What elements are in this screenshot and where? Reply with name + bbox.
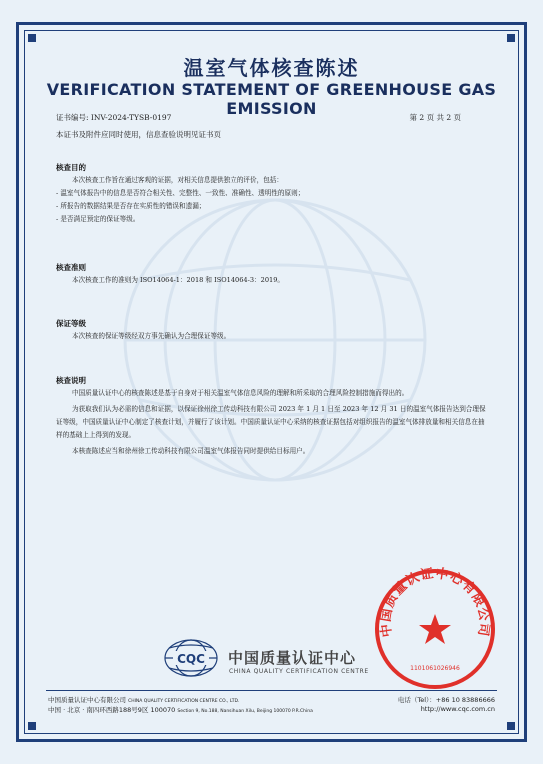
official-seal-stamp (372, 566, 498, 692)
purpose-heading: 核查目的 (56, 163, 86, 172)
certificate-number: 证书编号: INV-2024-TYSB-0197 (56, 113, 172, 122)
explanation-paragraph: 本核查陈述应当和徐州徐工传动科技有限公司温室气体报告同时提供给目标用户。 (72, 447, 310, 455)
corner-ornament (28, 34, 36, 42)
cqc-logo-icon (163, 638, 219, 678)
logo-english-name: CHINA QUALITY CERTIFICATION CENTRE (229, 668, 369, 675)
page-number: 第 2 页 共 2 页 (409, 113, 461, 122)
seal-number: 1101061026946 (410, 665, 460, 672)
criteria-text: 本次核查工作的准则为 ISO14064-1：2018 和 ISO14064-3：2019。 (72, 276, 285, 284)
logo-mark-text: CQC (177, 652, 205, 666)
explanation-paragraph: 为获取我们认为必需的信息和证据，以保证徐州徐工传动科技有限公司 2023 年 1 月 1 日至 2023 年 12 月 31 日的温室气体报告达到合理保证等级，中国质量认证中心制定了核查计划，并履行了该计划。中国质量认证中心采纳的核查证据包括对组织报告的温室气体排放量和相关信息在抽样的基础上上得到的发现。 (56, 405, 486, 439)
explanation-paragraph: 中国质量认证中心的核查陈述是基于自身对于相关温室气体信息风险的理解和所采取的合理风险控制措施而得出的。 (72, 389, 409, 397)
corner-ornament (507, 722, 515, 730)
purpose-section (56, 174, 488, 226)
purpose-bullet: - 所报告的数据结果是否存在实质性的错误和遗漏； (56, 202, 206, 210)
assurance-heading: 保证等级 (56, 319, 86, 328)
assurance-text: 本次核查的保证等级经双方事先确认为合理保证等级。 (72, 332, 231, 340)
corner-ornament (28, 722, 36, 730)
footer-org-en: CHINA QUALITY CERTIFICATION CENTRE CO., LTD. (128, 699, 240, 704)
title-chinese: 温室气体核查陈述 (183, 56, 360, 80)
footer-divider (46, 690, 497, 691)
footer-website-link[interactable]: http://www.cqc.com.cn (420, 705, 495, 713)
footer-org-cn: 中国质量认证中心有限公司 (48, 696, 126, 704)
logo-chinese-name: 中国质量认证中心 (228, 649, 357, 667)
title-english: VERIFICATION STATEMENT OF GREENHOUSE GAS EMISSION (46, 80, 497, 118)
seal-text: 中国质量认证中心有限公司 (378, 566, 492, 638)
usage-note: 本证书及附件应同时使用，信息查验说明见证书页 (56, 130, 221, 139)
corner-ornament (507, 34, 515, 42)
explanation-section (56, 387, 488, 458)
footer-organization (48, 695, 239, 704)
purpose-intro: 本次核查工作旨在通过客观的证据，对相关信息提供独立的评价，包括： (72, 176, 283, 184)
footer-telephone: 电话（Tel）：+86 10 83886666 (397, 696, 495, 704)
purpose-bullet: - 是否满足预定的保证等级。 (56, 215, 140, 223)
footer-address-en: Section 9, No.188, Nansihuan Xilu, Beijing 100070 P.R.China (177, 709, 313, 714)
explanation-heading: 核查说明 (56, 376, 86, 385)
purpose-bullet: - 温室气体报告中的信息是否符合相关性、完整性、一致性、准确性、透明性的原则； (56, 189, 305, 197)
criteria-heading: 核查准则 (56, 263, 86, 272)
footer-address (48, 705, 313, 714)
footer-address-cn: 中国 · 北京 · 南四环西路188号9区 100070 (48, 706, 176, 714)
